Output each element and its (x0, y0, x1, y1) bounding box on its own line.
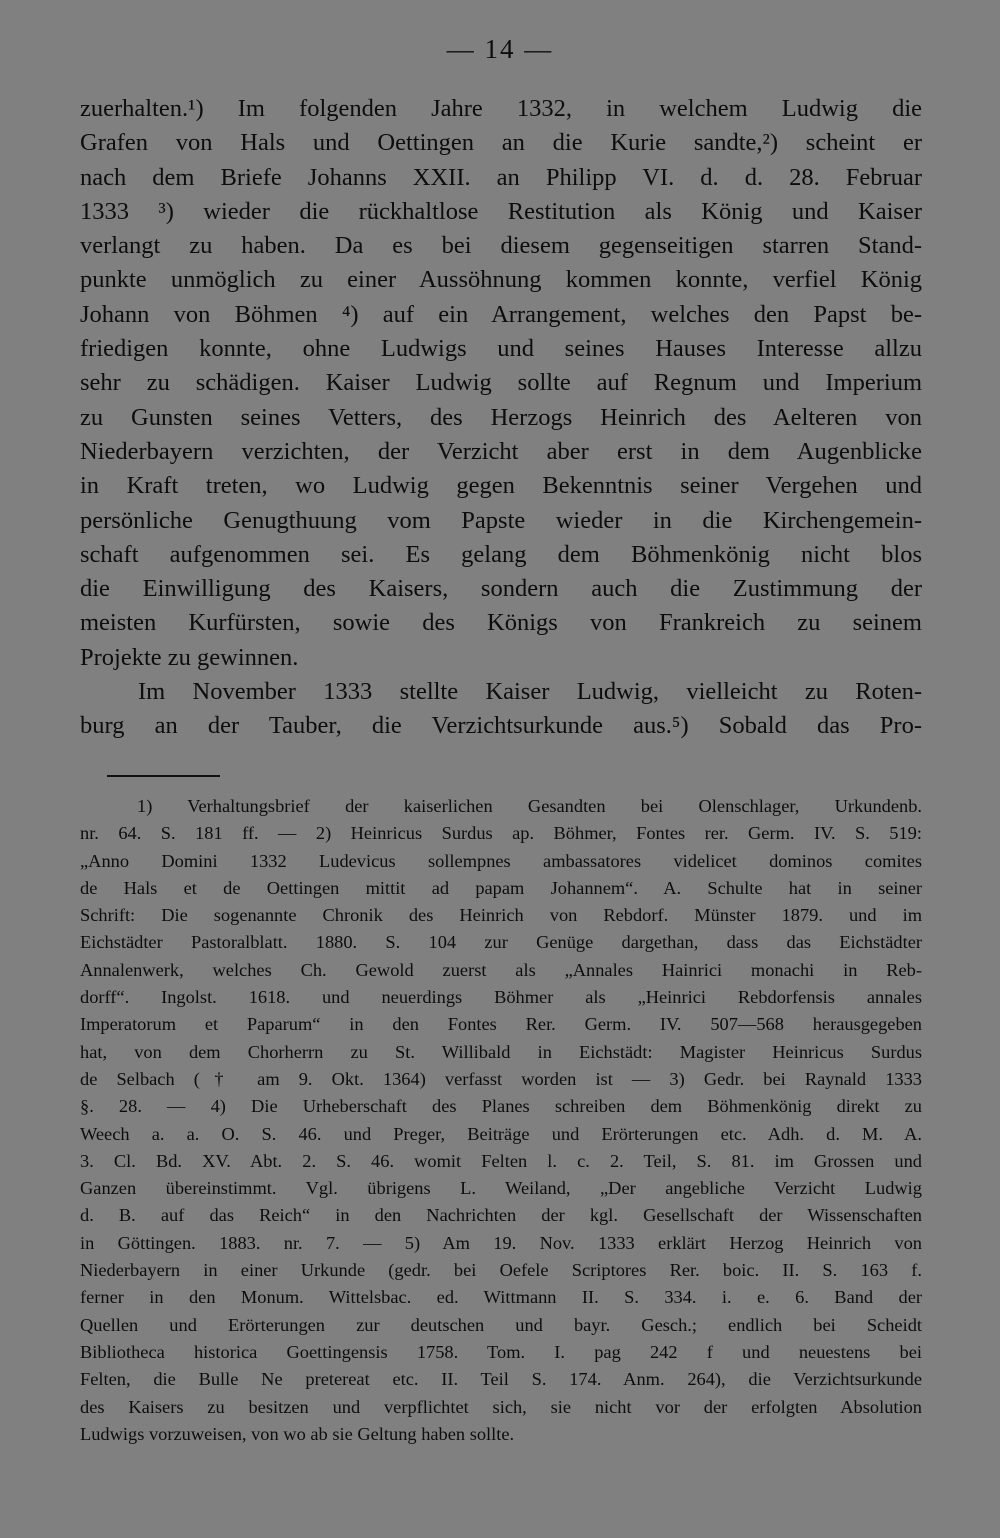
footnote-line: de Hals et de Oettingen mittit ad papam Johannem“. A. Schulte hat in seiner (80, 877, 922, 898)
footnote-line: in Göttingen. 1883. nr. 7. — 5) Am 19. Nov. 1333 erklärt Herzog Heinrich von (80, 1232, 922, 1253)
footnote-line: Bibliotheca historica Goettingensis 1758. Tom. I. pag 242 f und neuestens bei (80, 1341, 922, 1362)
text-line: verlangt zu haben. Da es bei diesem gegenseitigen starren Stand- (80, 232, 922, 260)
footnote-line: nr. 64. S. 181 ff. — 2) Heinricus Surdus ap. Böhmer, Fontes rer. Germ. IV. S. 519: (80, 823, 922, 844)
footnote-line: Schrift: Die sogenannte Chronik des Heinrich von Rebdorf. Münster 1879. und im (80, 905, 922, 926)
text-line: Grafen von Hals und Oettingen an die Kurie sandte,²) scheint er (80, 129, 922, 157)
text-line: Im November 1333 stellte Kaiser Ludwig, vielleicht zu Roten- (138, 678, 922, 706)
footnote-line: §. 28. — 4) Die Urheberschaft des Planes schreiben dem Böhmenkönig direkt zu (80, 1096, 922, 1117)
footnote-line: Eichstädter Pastoralblatt. 1880. S. 104 zur Genüge dargethan, dass das Eichstädter (80, 932, 922, 953)
text-line: 1333 ³) wieder die rückhaltlose Restitution als König und Kaiser (80, 197, 922, 225)
text-line: Johann von Böhmen ⁴) auf ein Arrangement, welches den Papst be- (80, 300, 922, 328)
page-number: — 14 — (446, 34, 554, 64)
footnotes (80, 793, 922, 1448)
main-text (80, 92, 922, 744)
text-line: die Einwilligung des Kaisers, sondern auch die Zustimmung der (80, 575, 922, 603)
text-line: meisten Kurfürsten, sowie des Königs von Frankreich zu seinem (80, 609, 922, 637)
text-line: friedigen konnte, ohne Ludwigs und seines Hauses Interesse allzu (80, 335, 922, 363)
footnote-line: Ludwigs vorzuweisen, von wo ab sie Geltung haben sollte. (80, 1423, 515, 1444)
text-line: punkte unmöglich zu einer Aussöhnung kommen konnte, verfiel König (80, 266, 922, 294)
text-line: zu Gunsten seines Vetters, des Herzogs Heinrich des Aelteren von (80, 403, 922, 431)
text-line: Projekte zu gewinnen. (80, 643, 299, 671)
footnote-line: d. B. auf das Reich“ in den Nachrichten der kgl. Gesellschaft der Wissenschaften (80, 1205, 922, 1226)
text-line: zuerhalten.¹) Im folgenden Jahre 1332, in welchem Ludwig die (80, 95, 922, 122)
text-line: schaft aufgenommen sei. Es gelang dem Böhmenkönig nicht blos (80, 540, 922, 568)
text-line: Niederbayern verzichten, der Verzicht aber erst in dem Augenblicke (80, 437, 922, 465)
footnote-line: ferner in den Monum. Wittelsbac. ed. Wittmann II. S. 334. i. e. 6. Band der (80, 1287, 922, 1308)
footnote-line: Annalenwerk, welches Ch. Gewold zuerst als „Annales Hainrici monachi in Reb- (80, 959, 922, 980)
footnote-line: „Anno Domini 1332 Ludevicus sollempnes ambassatores videlicet dominos comites (80, 850, 922, 871)
footnote-line: 3. Cl. Bd. XV. Abt. 2. S. 46. womit Felten l. c. 2. Teil, S. 81. im Grossen und (80, 1150, 922, 1171)
footnote-line: Quellen und Erörterungen zur deutschen und bayr. Gesch.; endlich bei Scheidt (80, 1314, 922, 1335)
footnote-line: Ganzen übereinstimmt. Vgl. übrigens L. Weiland, „Der angebliche Verzicht Ludwig (80, 1178, 922, 1199)
text-line: nach dem Briefe Johanns XXII. an Philipp VI. d. d. 28. Februar (80, 163, 922, 191)
text-line: sehr zu schädigen. Kaiser Ludwig sollte auf Regnum und Imperium (80, 369, 922, 397)
footnote-separator (107, 775, 220, 777)
text-line: burg an der Tauber, die Verzichtsurkunde aus.⁵) Sobald das Pro- (80, 712, 922, 740)
text-line: in Kraft treten, wo Ludwig gegen Bekenntnis seiner Vergehen und (80, 472, 922, 500)
footnote-line: dorff“. Ingolst. 1618. und neuerdings Böhmer als „Heinrici Rebdorfensis annales (80, 987, 922, 1008)
footnote-line: Imperatorum et Paparum“ in den Fontes Rer. Germ. IV. 507—568 herausgegeben (80, 1014, 922, 1035)
footnote-line: 1) Verhaltungsbrief der kaiserlichen Gesandten bei Olenschlager, Urkundenb. (137, 796, 922, 816)
footnote-line: de Selbach († am 9. Okt. 1364) verfasst worden ist — 3) Gedr. bei Raynald 1333 (80, 1068, 922, 1089)
footnote-line: hat, von dem Chorherrn zu St. Willibald in Eichstädt: Magister Heinricus Surdus (80, 1041, 922, 1062)
footnote-line: des Kaisers zu besitzen und verpflichtet sich, sie nicht vor der erfolgten Absolution (80, 1396, 922, 1417)
footnote-line: Weech a. a. O. S. 46. und Preger, Beiträge und Erörterungen etc. Adh. d. M. A. (80, 1123, 922, 1144)
footnote-line: Felten, die Bulle Ne pretereat etc. II. Teil S. 174. Anm. 264), die Verzichtsurkunde (80, 1369, 922, 1390)
text-line: persönliche Genugthuung vom Papste wieder in die Kirchengemein- (80, 506, 922, 534)
footnote-line: Niederbayern in einer Urkunde (gedr. bei Oefele Scriptores Rer. boic. II. S. 163 f. (80, 1260, 922, 1281)
